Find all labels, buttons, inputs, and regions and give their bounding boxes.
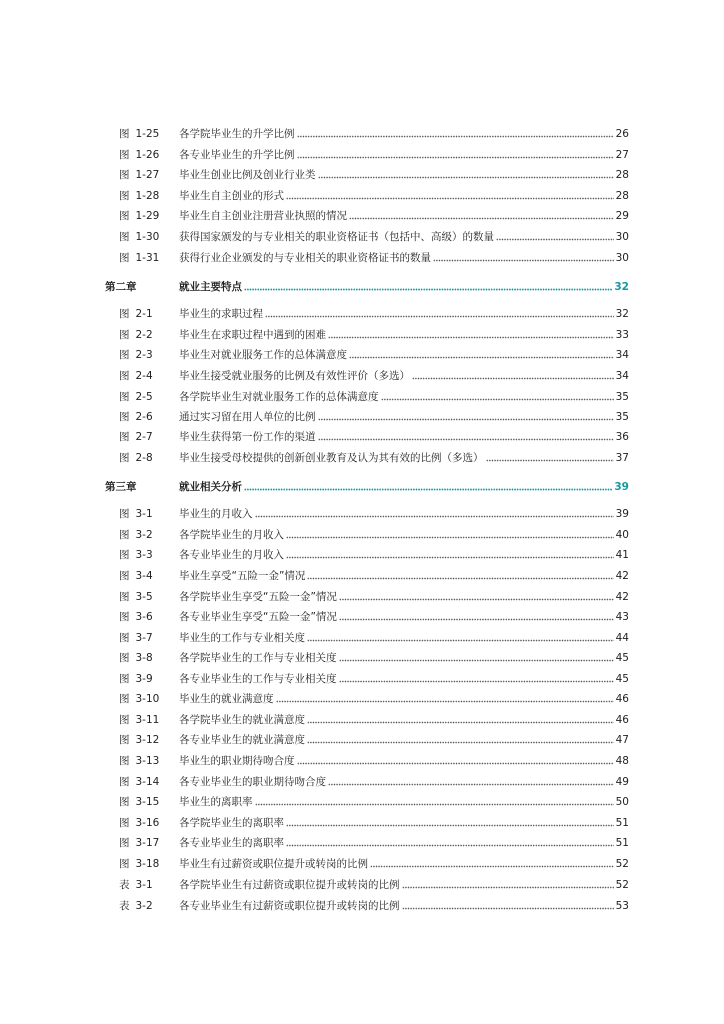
dot-leader (402, 885, 614, 889)
dot-leader (381, 397, 614, 401)
toc-entry-title: 毕业生的职业期待吻合度 (179, 755, 295, 767)
dot-leader (349, 355, 614, 359)
toc-entry-prefix: 图 (119, 391, 130, 403)
toc-entry-title: 各专业毕业生的月收入 (179, 549, 284, 561)
toc-entry-prefix: 图 (119, 796, 130, 808)
toc-entry-page: 32 (614, 281, 629, 293)
toc-entry-prefix: 图 (119, 169, 130, 181)
dot-leader (286, 555, 614, 559)
dot-leader (486, 458, 614, 462)
toc-entry-title: 毕业生接受就业服务的比例及有效性评价（多选） (179, 370, 410, 382)
toc-entry-page: 50 (615, 796, 629, 808)
toc-entry-page: 34 (615, 349, 629, 361)
dot-leader (297, 155, 614, 159)
toc-entry-page: 39 (615, 508, 629, 520)
toc-entry-number: 2-2 (135, 329, 153, 341)
dot-leader (370, 864, 614, 868)
toc-entry-page: 42 (615, 591, 629, 603)
dot-leader (255, 802, 614, 806)
toc-entry-number: 3-13 (135, 755, 160, 767)
dot-leader (286, 823, 614, 827)
toc-entry-prefix: 图 (119, 128, 130, 140)
toc-entry-prefix: 图 (119, 837, 130, 849)
dot-leader (402, 906, 614, 910)
dot-leader (286, 843, 614, 847)
toc-entry-page: 28 (615, 169, 629, 181)
toc-entry-title: 各专业毕业生的离职率 (179, 837, 284, 849)
toc-entry-number: 2-6 (135, 411, 153, 423)
toc-entry-title: 各专业毕业生享受“五险一金”情况 (179, 611, 337, 623)
toc-entry-prefix: 图 (119, 452, 130, 464)
toc-entry-label (119, 588, 153, 606)
dot-leader (339, 617, 614, 621)
toc-entry-page: 26 (615, 128, 629, 140)
toc-entry-title: 各专业毕业生的升学比例 (179, 149, 295, 161)
toc-entry-prefix: 图 (119, 776, 130, 788)
toc-entry-number: 1-30 (135, 231, 160, 243)
dot-leader (328, 782, 614, 786)
toc-entry-number: 1-29 (135, 210, 160, 222)
toc-entry-page: 39 (614, 481, 629, 493)
toc-entry-title: 各学院毕业生的升学比例 (179, 128, 295, 140)
toc-entry-number: 3-15 (135, 796, 160, 808)
toc-entry-title: 毕业生接受母校提供的创新创业教育及认为其有效的比例（多选） (179, 452, 484, 464)
toc-entry-title: 各专业毕业生的工作与专业相关度 (179, 673, 337, 685)
toc-entry-prefix: 图 (119, 411, 130, 423)
toc-entry-title: 毕业生对就业服务工作的总体满意度 (179, 349, 347, 361)
toc-entry-prefix: 图 (119, 570, 130, 582)
toc-entry-label (119, 814, 159, 832)
toc-entry-label (119, 207, 159, 225)
toc-entry-page: 43 (615, 611, 629, 623)
toc-entry-number: 2-7 (135, 431, 153, 443)
toc-entry-label (119, 546, 153, 564)
toc-entry-prefix: 第三章 (105, 481, 137, 493)
toc-entry-prefix: 图 (119, 632, 130, 644)
toc-entry-title: 各专业毕业生有过薪资或职位提升或转岗的比例 (179, 900, 400, 912)
dot-leader (318, 175, 614, 179)
toc-entry-title: 各专业毕业生的职业期待吻合度 (179, 776, 326, 788)
toc-entry-number: 1-28 (135, 190, 160, 202)
toc-entry-number: 3-11 (135, 714, 160, 726)
toc-entry-label (119, 125, 159, 143)
dot-leader (318, 437, 614, 441)
toc-entry-label (119, 388, 153, 406)
toc-entry-prefix: 表 (119, 879, 130, 891)
dot-leader (297, 761, 614, 765)
toc-entry-page: 49 (615, 776, 629, 788)
toc-entry-number: 3-1 (135, 508, 153, 520)
toc-entry-title: 各学院毕业生的月收入 (179, 529, 284, 541)
toc-entry-prefix: 图 (119, 673, 130, 685)
toc-entry-prefix: 图 (119, 858, 130, 870)
toc-entry-prefix: 图 (119, 734, 130, 746)
toc-entry-label (119, 567, 153, 585)
toc-entry-label (119, 773, 159, 791)
toc-entry-title: 毕业生的工作与专业相关度 (179, 632, 305, 644)
dot-leader (286, 535, 614, 539)
dot-leader (265, 314, 614, 318)
toc-entry-page: 30 (615, 231, 629, 243)
dot-leader (276, 699, 614, 703)
toc-entry-title: 毕业生享受“五险一金”情况 (179, 570, 306, 582)
toc-entry-page: 35 (615, 391, 629, 403)
toc-entry-prefix: 图 (119, 817, 130, 829)
toc-entry-page: 51 (615, 837, 629, 849)
dot-leader (349, 216, 614, 220)
dot-leader (339, 658, 614, 662)
dot-leader (328, 335, 614, 339)
dot-leader (339, 597, 614, 601)
dot-leader (496, 237, 614, 241)
toc-entry-number: 2-3 (135, 349, 153, 361)
toc-entry-number: 3-8 (135, 652, 153, 664)
dot-leader (307, 576, 613, 580)
dot-leader (307, 720, 614, 724)
toc-entry-page: 46 (615, 693, 629, 705)
toc-entry-prefix: 图 (119, 508, 130, 520)
toc-entry-label (119, 752, 159, 770)
toc-entry-title: 通过实习留在用人单位的比例 (179, 411, 316, 423)
toc-entry-label (119, 629, 153, 647)
toc-entry-page: 48 (615, 755, 629, 767)
toc-entry-number: 3-9 (135, 673, 153, 685)
toc-entry-page: 53 (615, 900, 629, 912)
toc-entry-page: 51 (615, 817, 629, 829)
toc-entry-label (119, 346, 153, 364)
toc-entry-label (119, 408, 153, 426)
toc-entry-number: 3-18 (135, 858, 160, 870)
toc-entry-number: 3-16 (135, 817, 160, 829)
toc-entry-number: 3-1 (135, 879, 153, 891)
dot-leader (307, 740, 614, 744)
toc-entry-prefix: 图 (119, 693, 130, 705)
toc-entry-title: 各学院毕业生有过薪资或职位提升或转岗的比例 (179, 879, 400, 891)
toc-entry-page: 28 (615, 190, 629, 202)
toc-entry-prefix: 图 (119, 252, 130, 264)
toc-entry-title: 各学院毕业生的就业满意度 (179, 714, 305, 726)
toc-entry-number: 2-8 (135, 452, 153, 464)
toc-entry-title: 毕业生自主创业注册营业执照的情况 (179, 210, 347, 222)
toc-entry-label (119, 608, 153, 626)
toc-entry-number: 3-2 (135, 900, 153, 912)
toc-entry-label (119, 326, 153, 344)
toc-entry-number: 3-10 (135, 693, 160, 705)
toc-entry-page: 33 (615, 329, 629, 341)
toc-entry-number: 3-12 (135, 734, 160, 746)
dot-leader (339, 679, 614, 683)
toc-entry-label (119, 228, 159, 246)
toc-entry-title: 毕业生的就业满意度 (179, 693, 274, 705)
toc-entry-prefix: 图 (119, 431, 130, 443)
toc-entry-title: 毕业生在求职过程中遇到的困难 (179, 329, 326, 341)
toc-entry-label (119, 505, 153, 523)
toc-entry-prefix: 图 (119, 714, 130, 726)
toc-entry-title: 毕业生自主创业的形式 (179, 190, 284, 202)
dot-leader (297, 134, 614, 138)
toc-entry-title: 获得行业企业颁发的与专业相关的职业资格证书的数量 (179, 252, 431, 264)
toc-entry-page: 44 (615, 632, 629, 644)
toc-entry-page: 42 (615, 570, 629, 582)
toc-entry-title: 就业相关分析 (179, 481, 242, 493)
toc-entry-number: 1-27 (135, 169, 160, 181)
toc-entry-number: 3-7 (135, 632, 153, 644)
dot-leader (286, 196, 614, 200)
toc-entry-number: 3-17 (135, 837, 160, 849)
toc-entry-page: 29 (615, 210, 629, 222)
toc-entry-label (119, 670, 153, 688)
toc-entry-page: 46 (615, 714, 629, 726)
toc-entry-label (119, 897, 153, 915)
toc-entry-number: 3-5 (135, 591, 153, 603)
toc-entry-number: 2-4 (135, 370, 153, 382)
toc-entry-label (119, 166, 159, 184)
toc-entry-number: 1-25 (135, 128, 160, 140)
toc-entry-title: 获得国家颁发的与专业相关的职业资格证书（包括中、高级）的数量 (179, 231, 494, 243)
toc-entry-label (119, 834, 159, 852)
toc-entry-label (119, 649, 153, 667)
toc-entry-title: 毕业生的离职率 (179, 796, 253, 808)
toc-entry-page: 45 (615, 652, 629, 664)
dot-leader (412, 376, 614, 380)
toc-entry-number: 1-31 (135, 252, 160, 264)
dot-leader (244, 487, 612, 491)
toc-entry-page: 35 (615, 411, 629, 423)
toc-entry-page: 52 (615, 858, 629, 870)
toc-entry-number: 3-3 (135, 549, 153, 561)
toc-entry-prefix: 图 (119, 652, 130, 664)
toc-entry-title: 各专业毕业生的就业满意度 (179, 734, 305, 746)
toc-entry-title: 毕业生的月收入 (179, 508, 253, 520)
toc-entry-label (119, 690, 159, 708)
toc-entry-page: 47 (615, 734, 629, 746)
toc-entry-number: 1-26 (135, 149, 160, 161)
toc-entry-prefix: 图 (119, 190, 130, 202)
toc-entry-page: 52 (615, 879, 629, 891)
toc-entry-title: 毕业生获得第一份工作的渠道 (179, 431, 316, 443)
toc-entry-page: 27 (615, 149, 629, 161)
toc-entry-title: 毕业生的求职过程 (179, 308, 263, 320)
toc-entry-number: 3-6 (135, 611, 153, 623)
toc-entry-title: 毕业生有过薪资或职位提升或转岗的比例 (179, 858, 368, 870)
dot-leader (433, 258, 614, 262)
toc-entry-prefix: 表 (119, 900, 130, 912)
toc-entry-prefix: 图 (119, 231, 130, 243)
toc-entry-title: 各学院毕业生对就业服务工作的总体满意度 (179, 391, 379, 403)
toc-entry-page: 37 (615, 452, 629, 464)
toc-entry-label (119, 855, 159, 873)
toc-entry-prefix: 图 (119, 308, 130, 320)
toc-entry-title: 就业主要特点 (179, 281, 242, 293)
toc-entry-title: 各学院毕业生的离职率 (179, 817, 284, 829)
toc-entry-prefix: 图 (119, 349, 130, 361)
toc-entry-title: 各学院毕业生享受“五险一金”情况 (179, 591, 337, 603)
toc-entry-prefix: 图 (119, 529, 130, 541)
toc-entry-prefix: 图 (119, 755, 130, 767)
toc-entry-page: 34 (615, 370, 629, 382)
toc-entry-title: 毕业生创业比例及创业行业类 (179, 169, 316, 181)
toc-entry-number: 3-2 (135, 529, 153, 541)
dot-leader (307, 638, 614, 642)
toc-entry-number: 3-4 (135, 570, 153, 582)
toc-entry-label (119, 526, 153, 544)
toc-entry-label (119, 249, 159, 267)
toc-entry-label (119, 367, 153, 385)
toc-entry-number: 2-1 (135, 308, 153, 320)
toc-entry-title: 各学院毕业生的工作与专业相关度 (179, 652, 337, 664)
toc-entry-page: 40 (615, 529, 629, 541)
toc-entry-label (119, 428, 153, 446)
toc-entry-label (119, 187, 159, 205)
toc-entry-page: 41 (615, 549, 629, 561)
toc-entry-label (119, 449, 153, 467)
toc-entry-page: 36 (615, 431, 629, 443)
toc-entry-prefix: 图 (119, 591, 130, 603)
toc-entry-label (119, 793, 159, 811)
toc-entry-prefix: 图 (119, 611, 130, 623)
toc-entry-prefix: 图 (119, 549, 130, 561)
toc-entry-label (105, 278, 137, 296)
toc-entry-label (105, 478, 137, 496)
dot-leader (244, 287, 612, 291)
toc-entry-number: 3-14 (135, 776, 160, 788)
toc-entry-prefix: 图 (119, 370, 130, 382)
toc-entry-label (119, 305, 153, 323)
toc-entry-page: 45 (615, 673, 629, 685)
toc-entry-prefix: 图 (119, 210, 130, 222)
toc-entry-page: 32 (615, 308, 629, 320)
toc-entry-label (119, 146, 159, 164)
toc-entry-number: 2-5 (135, 391, 153, 403)
toc-entry-page: 30 (615, 252, 629, 264)
toc-entry-prefix: 图 (119, 329, 130, 341)
dot-leader (255, 514, 614, 518)
toc-entry-prefix: 第二章 (105, 281, 137, 293)
dot-leader (318, 417, 614, 421)
toc-entry-label (119, 731, 159, 749)
toc-entry-label (119, 876, 153, 894)
toc-entry-prefix: 图 (119, 149, 130, 161)
toc-entry-label (119, 711, 159, 729)
